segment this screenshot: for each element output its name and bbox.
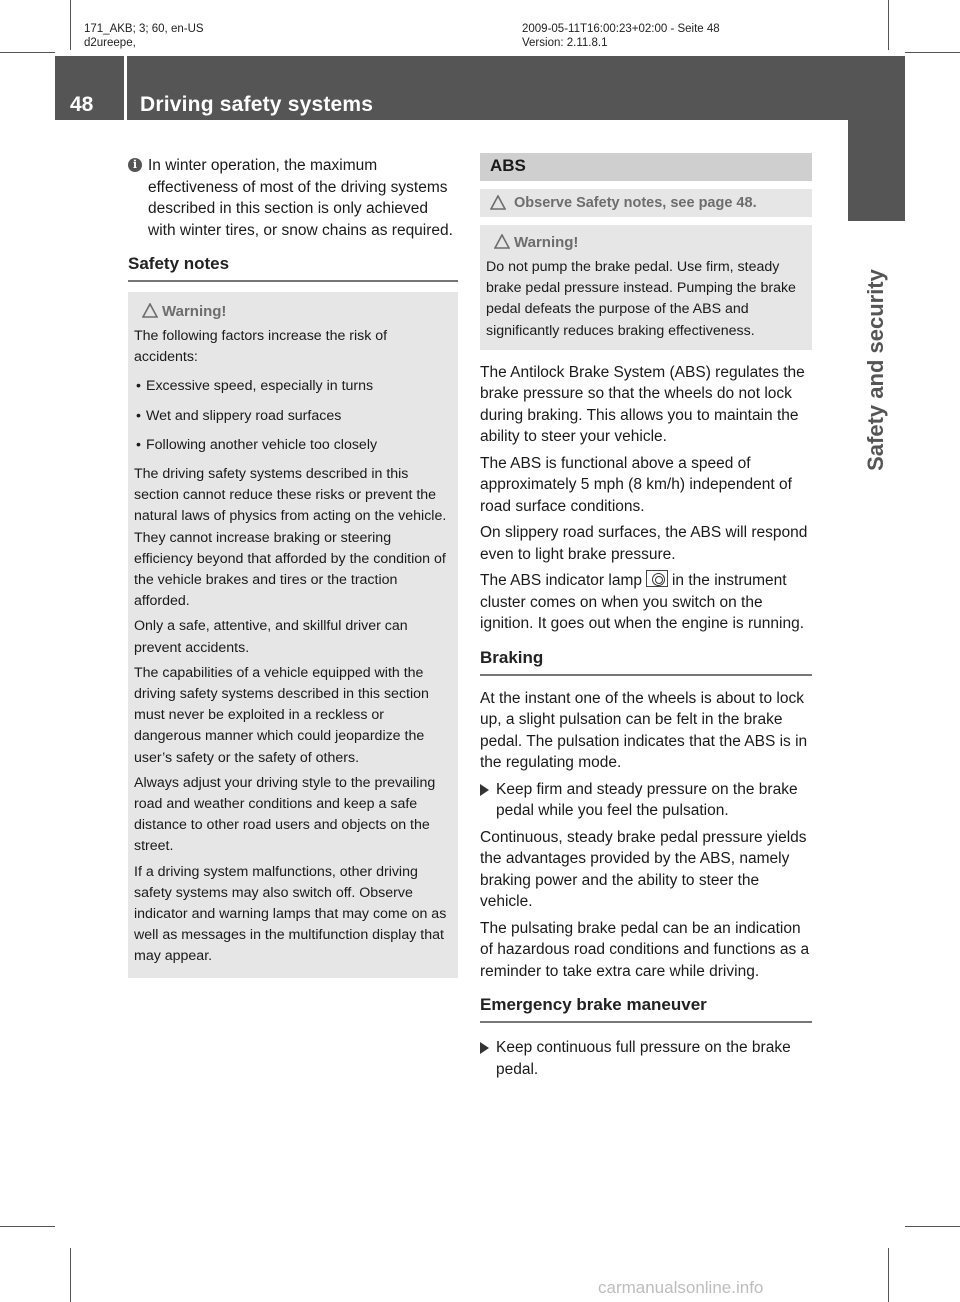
warning-triangle-icon xyxy=(490,195,506,210)
crop-mark xyxy=(888,1248,889,1302)
crop-mark xyxy=(70,1248,71,1302)
watermark: carmanualsonline.info xyxy=(598,1278,764,1297)
warning-bullet xyxy=(134,376,452,397)
warning-paragraph: Do not pump the brake pedal. Use firm, steady brake pedal pressure instead. Pumping the brake pedal defeats the purpose of the ABS and significantly reduces braking effectiveness. xyxy=(486,259,796,339)
abs-lamp-paragraph xyxy=(480,570,812,635)
warning-paragraph: Always adjust your driving style to the prevailing road and weather conditions and keep a safe distance to other road users and objects on the street. xyxy=(134,774,436,855)
section-heading-braking: Braking xyxy=(480,647,812,676)
step-text: Keep firm and steady pressure on the brake pedal while you feel the pulsation. xyxy=(496,780,798,820)
crop-mark xyxy=(0,52,55,53)
section-heading-safety-notes: Safety notes xyxy=(128,253,458,282)
warning-triangle-icon xyxy=(494,234,510,249)
right-column xyxy=(480,153,812,1085)
crop-mark xyxy=(905,52,960,53)
bullet-text: Following another vehicle too closely xyxy=(146,436,378,453)
step-arrow-icon xyxy=(480,1042,489,1054)
body-paragraph: On slippery road surfaces, the ABS will respond even to light brake pressure. xyxy=(480,524,808,563)
warning-title xyxy=(134,302,452,322)
bullet-text: Excessive speed, especially in turns xyxy=(146,378,374,395)
crop-mark xyxy=(0,1226,55,1227)
bullet-text: Wet and slippery road surfaces xyxy=(146,407,342,424)
warning-intro: The following factors increase the risk of accidents: xyxy=(134,328,388,366)
warning-paragraph: The driving safety systems described in this section cannot reduce these risks or prevent the natural laws of physics from acting on the vehicle. They cannot increase braking or steering efficiency beyond that afforded by the condition of the vehicle brakes and tires or the traction afforded. xyxy=(134,466,447,610)
crop-mark xyxy=(70,0,71,50)
observe-note-text: Observe Safety notes, see page 48. xyxy=(514,195,757,211)
step-text: Keep continuous full pressure on the brake pedal. xyxy=(496,1039,791,1078)
warning-box xyxy=(128,292,458,978)
info-icon: i xyxy=(128,158,142,172)
page-number: 48 xyxy=(70,93,94,116)
print-meta-left xyxy=(84,22,204,50)
instruction-step xyxy=(480,779,812,822)
lamp-text-after: in the instrument cluster comes on when you switch on the ignition. It goes out when the engine is running. xyxy=(480,572,805,633)
info-note xyxy=(128,155,458,241)
warning-paragraph: The capabilities of a vehicle equipped with the driving safety systems described in this section must never be exploited in a reckless or dangerous manner which could jeopardize the user’s safety or the safety of others. xyxy=(134,664,429,766)
bullet-dot: • xyxy=(136,378,141,395)
abs-indicator-lamp-icon xyxy=(646,570,668,587)
bullet-dot: • xyxy=(136,436,141,453)
section-heading-abs: ABS xyxy=(480,153,812,181)
warning-box xyxy=(480,225,812,350)
side-tab xyxy=(848,120,905,221)
info-note-text: In winter operation, the maximum effectiveness of most of the driving systems described in this section is only achieved with winter tires, or snow chains as required. xyxy=(148,157,453,239)
body-paragraph: The pulsating brake pedal can be an indication of hazardous road conditions and functions as a reminder to take extra care while driving. xyxy=(480,919,810,980)
lamp-text-before: The ABS indicator lamp xyxy=(480,572,642,590)
body-paragraph: The ABS is functional above a speed of approximately 5 mph (8 km/h) independent of road surface conditions. xyxy=(480,454,792,515)
body-paragraph: At the instant one of the wheels is about to lock up, a slight pulsation can be felt in the brake pedal. The pulsation indicates that the ABS is in the regulating mode. xyxy=(480,689,808,772)
warning-paragraph: If a driving system malfunctions, other driving safety systems may also switch off. Observe indicator and warning lamps that may come on as well as messages in the multifunction display that may appear. xyxy=(134,863,447,965)
observe-safety-note xyxy=(480,189,812,217)
left-column xyxy=(128,155,458,978)
header-divider xyxy=(124,56,127,120)
meta-line: 2009-05-11T16:00:23+02:00 - Seite 48 xyxy=(522,23,720,35)
body-paragraph: Continuous, steady brake pedal pressure yields the advantages provided by the ABS, namely braking power and the ability to steer the vehicle. xyxy=(480,828,807,911)
bullet-dot: • xyxy=(136,407,141,424)
section-heading-emergency-brake: Emergency brake maneuver xyxy=(480,994,812,1023)
meta-line: Version: 2.11.8.1 xyxy=(522,37,608,49)
instruction-step xyxy=(480,1037,812,1080)
warning-paragraph: Only a safe, attentive, and skillful driver can prevent accidents. xyxy=(134,618,408,656)
warning-title-text: Warning! xyxy=(514,234,579,251)
warning-title xyxy=(486,233,806,253)
warning-title-text: Warning! xyxy=(162,303,227,320)
warning-triangle-icon xyxy=(142,303,158,318)
section-side-label: Safety and security xyxy=(863,269,888,471)
step-arrow-icon xyxy=(480,784,489,796)
body-paragraph: The Antilock Brake System (ABS) regulates the brake pressure so that the wheels do not lock during braking. This allows you to maintain the ability to steer your vehicle. xyxy=(480,363,805,446)
warning-bullet xyxy=(134,406,452,427)
crop-mark xyxy=(888,0,889,50)
page-title: Driving safety systems xyxy=(140,93,374,116)
meta-line: 171_AKB; 3; 60, en-US xyxy=(84,23,204,35)
meta-line: d2ureepe, xyxy=(84,37,136,49)
warning-bullet xyxy=(134,435,452,456)
print-meta-right xyxy=(522,22,720,50)
crop-mark xyxy=(905,1226,960,1227)
